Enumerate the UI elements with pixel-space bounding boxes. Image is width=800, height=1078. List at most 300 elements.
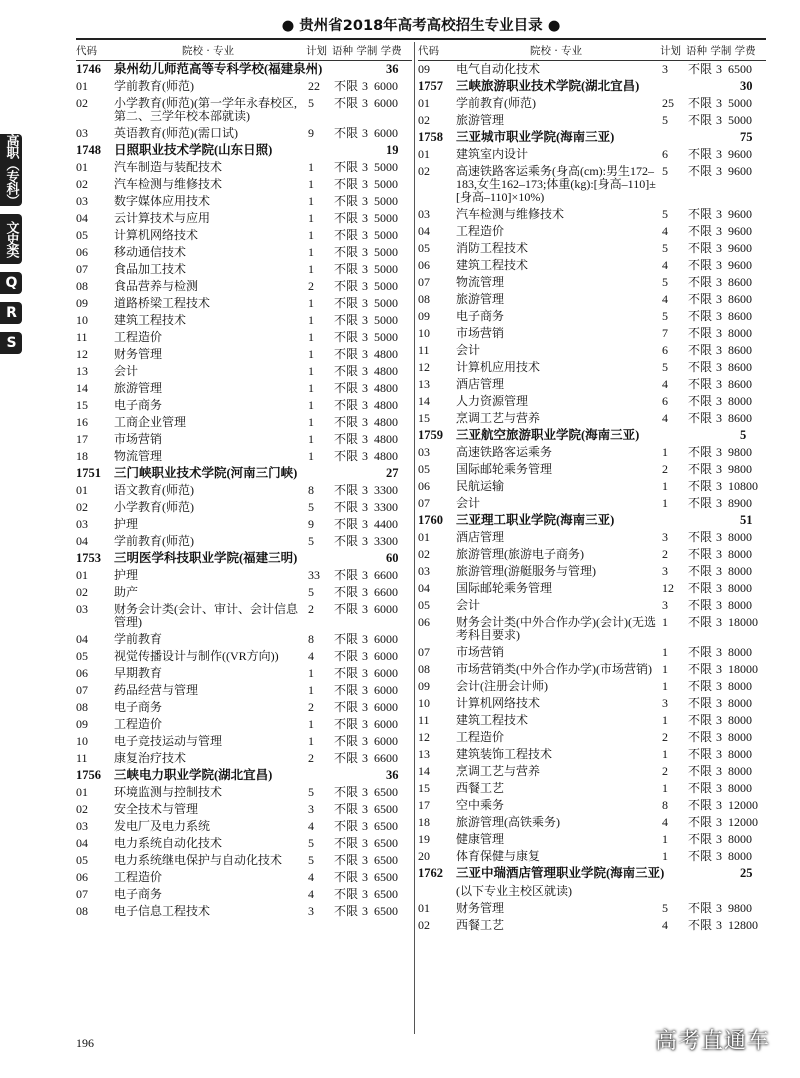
major-language: 不限 [688,164,713,178]
major-row [418,695,766,712]
major-duration: 3 [716,581,722,595]
major-duration: 3 [362,330,368,344]
major-name: 电子商务 [114,700,163,714]
major-name: 高速铁路客运乘务(身高(cm):男生172–183,女生162–173;体重(kg):[身高–110]±[身高–110]×10%) [456,164,656,204]
major-plan: 2 [308,602,314,616]
major-duration: 3 [362,734,368,748]
major-name: 酒店管理 [456,530,505,544]
col-code-header: 代码 [418,45,439,57]
major-language: 不限 [688,411,713,425]
major-fee: 4800 [374,398,398,412]
major-code: 12 [76,347,88,361]
institution-plan: 36 [386,768,399,782]
major-code: 03 [76,602,88,616]
major-plan: 3 [308,904,314,918]
major-fee: 3300 [374,483,398,497]
major-plan: 4 [308,649,314,663]
major-row [418,495,766,512]
major-code: 17 [76,432,88,446]
institution-code: 1758 [418,130,443,144]
major-plan: 3 [662,564,668,578]
major-language: 不限 [688,275,713,289]
major-duration: 3 [362,802,368,816]
major-language: 不限 [334,79,359,93]
institution-plan: 36 [386,62,399,76]
major-code: 03 [418,445,430,459]
major-fee: 12000 [728,798,758,812]
major-duration: 3 [362,96,368,110]
major-row [418,146,766,163]
major-row [76,261,412,278]
major-fee: 8000 [728,832,752,846]
major-duration: 3 [716,781,722,795]
major-row [76,818,412,835]
major-name: 财务会计类(中外合作办学)(会计)(无选考科目要求) [456,615,656,642]
major-plan: 5 [662,241,668,255]
major-fee: 6000 [374,632,398,646]
institution-code: 1759 [418,428,443,442]
major-plan: 5 [662,164,668,178]
major-plan: 8 [308,483,314,497]
major-code: 05 [76,649,88,663]
institution-row [76,142,412,159]
major-fee: 12000 [728,815,758,829]
side-tab-vocational[interactable]: 高职（专科） [0,134,22,206]
major-fee: 8000 [728,764,752,778]
major-language: 不限 [688,207,713,221]
side-tab-s[interactable]: S [0,332,22,354]
major-language: 不限 [334,296,359,310]
major-plan: 5 [308,853,314,867]
major-duration: 3 [362,649,368,663]
major-fee: 3300 [374,534,398,548]
major-language: 不限 [688,849,713,863]
major-row [418,61,766,78]
major-code: 08 [418,662,430,676]
major-row [418,444,766,461]
major-row [418,410,766,427]
major-code: 05 [76,228,88,242]
major-duration: 3 [716,615,722,629]
major-row [76,159,412,176]
major-name: 西餐工艺 [456,781,505,795]
major-language: 不限 [334,683,359,697]
major-name: 烹调工艺与营养 [456,411,541,425]
major-name: 会计 [114,364,139,378]
major-language: 不限 [688,581,713,595]
major-language: 不限 [334,870,359,884]
major-row [418,257,766,274]
major-duration: 3 [716,62,722,76]
major-language: 不限 [688,113,713,127]
major-name: 财务会计类(会计、审计、会计信息管理) [114,602,298,629]
major-code: 06 [418,615,430,629]
major-duration: 3 [716,747,722,761]
major-duration: 3 [362,432,368,446]
major-fee: 6500 [374,904,398,918]
institution-plan: 75 [740,130,753,144]
major-fee: 6500 [728,62,752,76]
major-name: 国际邮轮乘务管理 [456,581,553,595]
major-name: 道路桥梁工程技术 [114,296,211,310]
major-fee: 9800 [728,462,752,476]
major-language: 不限 [334,602,359,616]
institution-plan: 60 [386,551,399,565]
major-plan: 1 [662,713,668,727]
major-name: 高速铁路客运乘务 [456,445,553,459]
major-fee: 6000 [374,649,398,663]
major-duration: 3 [716,713,722,727]
major-duration: 3 [716,564,722,578]
major-plan: 2 [662,730,668,744]
major-plan: 1 [308,683,314,697]
major-plan: 1 [308,177,314,191]
major-code: 14 [418,764,430,778]
major-language: 不限 [334,194,359,208]
major-code: 06 [76,870,88,884]
institution-row [418,78,766,95]
major-name: 西餐工艺 [456,918,505,932]
major-plan: 1 [308,245,314,259]
major-name: 财务管理 [456,901,505,915]
major-name: 国际邮轮乘务管理 [456,462,553,476]
major-plan: 1 [662,645,668,659]
major-name: 计算机网络技术 [456,696,541,710]
major-fee: 4400 [374,517,398,531]
major-fee: 6000 [374,717,398,731]
major-language: 不限 [688,696,713,710]
major-language: 不限 [688,615,713,629]
major-fee: 6000 [374,700,398,714]
institution-row [76,767,412,784]
major-duration: 3 [362,683,368,697]
major-duration: 3 [362,449,368,463]
major-row [418,797,766,814]
major-name: 学前教育(师范) [114,79,194,93]
left-column [76,42,412,920]
major-row [76,567,412,584]
side-tab-liberal-arts[interactable]: 文史类 [0,214,22,264]
major-row [418,223,766,240]
major-name: 建筑装饰工程技术 [456,747,553,761]
major-row [76,631,412,648]
major-row [76,346,412,363]
major-fee: 9800 [728,901,752,915]
major-row [76,431,412,448]
major-row [418,393,766,410]
major-plan: 2 [662,547,668,561]
major-code: 08 [418,292,430,306]
major-row [418,546,766,563]
major-duration: 3 [716,207,722,221]
major-name: 工程造价 [456,224,505,238]
major-duration: 3 [362,534,368,548]
major-row [418,478,766,495]
major-language: 不限 [334,415,359,429]
major-duration: 3 [362,194,368,208]
major-language: 不限 [334,96,359,110]
major-plan: 1 [662,479,668,493]
institution-row [76,465,412,482]
major-code: 02 [418,113,430,127]
major-language: 不限 [334,585,359,599]
major-code: 15 [76,398,88,412]
major-code: 02 [76,585,88,599]
institution-row [76,61,412,78]
major-row [76,227,412,244]
major-plan: 5 [662,309,668,323]
major-name: 体育保健与康复 [456,849,541,863]
major-row [418,529,766,546]
major-plan: 1 [662,496,668,510]
major-row [76,533,412,550]
major-fee: 12800 [728,918,758,932]
major-fee: 8000 [728,645,752,659]
major-row [418,614,766,644]
major-duration: 3 [362,160,368,174]
major-duration: 3 [362,717,368,731]
column-divider [414,42,415,1034]
major-language: 不限 [334,330,359,344]
institution-code: 1751 [76,466,101,480]
major-plan: 2 [308,700,314,714]
institution-name: 三亚中瑞酒店管理职业学院(海南三亚) [456,866,665,880]
major-name: 护理 [114,568,139,582]
major-duration: 3 [716,360,722,374]
major-language: 不限 [334,313,359,327]
major-language: 不限 [688,241,713,255]
major-fee: 8000 [728,394,752,408]
major-code: 01 [418,530,430,544]
left-table-body [76,61,412,920]
major-language: 不限 [334,449,359,463]
side-tab-q[interactable]: Q [0,272,22,294]
major-row [76,397,412,414]
major-code: 15 [418,781,430,795]
major-code: 09 [76,717,88,731]
major-name: 视觉传播设计与制作((VR方向)) [114,649,279,663]
major-fee: 5000 [374,330,398,344]
major-row [418,359,766,376]
major-plan: 1 [662,662,668,676]
major-name: 会计 [456,343,481,357]
major-plan: 1 [308,160,314,174]
major-duration: 3 [362,870,368,884]
major-plan: 3 [308,802,314,816]
major-duration: 3 [716,113,722,127]
major-row [418,325,766,342]
major-name: 旅游管理 [456,113,505,127]
major-duration: 3 [362,398,368,412]
institution-plan: 19 [386,143,399,157]
major-duration: 3 [362,666,368,680]
major-row [76,869,412,886]
major-plan: 4 [662,258,668,272]
major-code: 17 [418,798,430,812]
major-code: 02 [76,500,88,514]
major-plan: 9 [308,517,314,531]
major-row [418,342,766,359]
major-duration: 3 [716,730,722,744]
major-duration: 3 [362,887,368,901]
major-name: 计算机网络技术 [114,228,199,242]
major-name: 工程造价 [114,330,163,344]
major-row [418,597,766,614]
major-plan: 1 [662,445,668,459]
major-language: 不限 [688,479,713,493]
major-duration: 3 [362,585,368,599]
major-plan: 1 [662,747,668,761]
major-row [76,516,412,533]
major-duration: 3 [362,228,368,242]
major-language: 不限 [334,700,359,714]
major-row [418,917,766,934]
major-row [76,852,412,869]
major-plan: 5 [662,113,668,127]
major-row [76,482,412,499]
major-fee: 4800 [374,432,398,446]
institution-code: 1756 [76,768,101,782]
major-fee: 8000 [728,326,752,340]
side-tab-r[interactable]: R [0,302,22,324]
major-language: 不限 [334,517,359,531]
col-plan-header: 计划 [306,45,327,57]
major-code: 07 [76,262,88,276]
major-code: 03 [76,819,88,833]
major-language: 不限 [688,258,713,272]
major-row [76,648,412,665]
major-code: 04 [418,581,430,595]
major-name: 工商企业管理 [114,415,187,429]
major-plan: 12 [662,581,674,595]
major-code: 01 [76,79,88,93]
major-language: 不限 [334,751,359,765]
major-plan: 1 [662,849,668,863]
major-fee: 5000 [374,279,398,293]
header-rule [76,38,766,40]
major-fee: 6000 [374,734,398,748]
major-language: 不限 [334,160,359,174]
major-name: 食品营养与检测 [114,279,199,293]
major-name: 会计(注册会计师) [456,679,548,693]
major-code: 14 [418,394,430,408]
major-language: 不限 [334,177,359,191]
major-name: 数字媒体应用技术 [114,194,211,208]
major-code: 12 [418,360,430,374]
major-duration: 3 [716,445,722,459]
major-fee: 8000 [728,849,752,863]
major-plan: 6 [662,147,668,161]
major-name: 电子商务 [114,887,163,901]
major-plan: 2 [662,462,668,476]
institution-row [418,512,766,529]
major-row [76,699,412,716]
right-column-header [418,42,766,61]
major-language: 不限 [688,224,713,238]
major-code: 03 [76,517,88,531]
institution-plan: 27 [386,466,399,480]
major-code: 06 [418,258,430,272]
major-name: 旅游管理(旅游电子商务) [456,547,584,561]
major-language: 不限 [334,649,359,663]
major-plan: 8 [662,798,668,812]
major-plan: 6 [662,343,668,357]
major-fee: 6600 [374,568,398,582]
col-meta-header: 语种 学制 学费 [686,45,756,57]
major-code: 08 [76,904,88,918]
major-code: 06 [418,479,430,493]
major-plan: 5 [308,500,314,514]
institution-name: 三亚航空旅游职业学院(海南三亚) [456,428,640,442]
major-name: 汽车检测与维修技术 [114,177,223,191]
major-language: 不限 [334,666,359,680]
major-row [76,835,412,852]
major-fee: 8000 [728,581,752,595]
institution-code: 1760 [418,513,443,527]
major-plan: 5 [662,901,668,915]
major-language: 不限 [334,483,359,497]
major-fee: 9600 [728,224,752,238]
institution-name: 三明医学科技职业学院(福建三明) [114,551,298,565]
institution-name: 三亚城市职业学院(海南三亚) [456,130,615,144]
major-plan: 1 [308,449,314,463]
major-duration: 3 [362,483,368,497]
major-code: 08 [76,700,88,714]
major-duration: 3 [362,819,368,833]
major-duration: 3 [716,241,722,255]
major-language: 不限 [334,432,359,446]
major-fee: 5000 [374,211,398,225]
major-fee: 6000 [374,683,398,697]
major-name: 物流管理 [456,275,505,289]
major-row [76,903,412,920]
major-name: 工程造价 [114,717,163,731]
institution-plan: 25 [740,866,753,880]
major-duration: 3 [716,258,722,272]
major-plan: 4 [662,411,668,425]
major-row [76,193,412,210]
major-plan: 7 [662,326,668,340]
major-fee: 4800 [374,347,398,361]
major-row [418,712,766,729]
major-code: 20 [418,849,430,863]
major-plan: 1 [662,679,668,693]
major-row [418,563,766,580]
major-plan: 3 [662,530,668,544]
major-plan: 5 [308,534,314,548]
major-row [418,678,766,695]
major-plan: 3 [662,598,668,612]
major-duration: 3 [362,296,368,310]
major-code: 08 [76,279,88,293]
major-code: 13 [418,377,430,391]
major-language: 不限 [688,292,713,306]
major-fee: 10800 [728,479,758,493]
institution-plan: 51 [740,513,753,527]
major-name: 空中乘务 [456,798,505,812]
major-language: 不限 [334,228,359,242]
major-plan: 1 [308,415,314,429]
major-language: 不限 [334,262,359,276]
major-code: 07 [76,887,88,901]
major-fee: 8000 [728,730,752,744]
major-duration: 3 [716,147,722,161]
major-row [76,601,412,631]
major-fee: 5000 [374,194,398,208]
major-fee: 6500 [374,785,398,799]
major-code: 11 [76,330,88,344]
major-language: 不限 [334,734,359,748]
